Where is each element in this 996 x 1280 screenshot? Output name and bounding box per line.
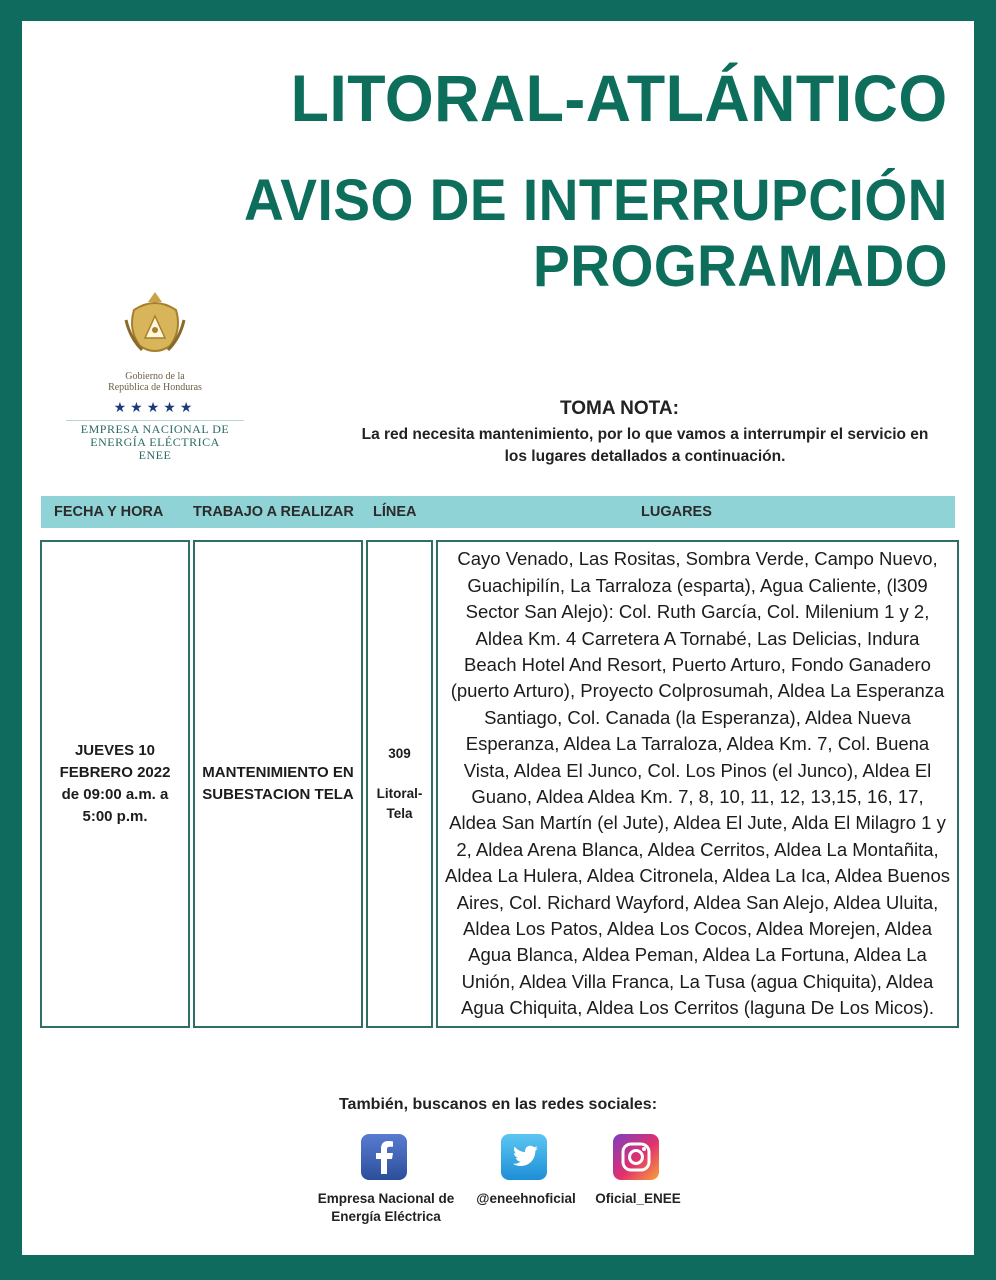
header-date: FECHA Y HORA bbox=[54, 504, 164, 520]
header-places: LUGARES bbox=[641, 504, 712, 520]
places-line: Aldea San Martín (el Jute), Aldea El Jute, Alda El Milagro 1 y bbox=[449, 812, 946, 834]
note-title: TOMA NOTA: bbox=[560, 398, 679, 419]
company-line1: EMPRESA NACIONAL DE bbox=[80, 422, 230, 436]
places-line: (puerto Arturo), Proyecto Colprosumah, Aldea La Esperanza bbox=[450, 680, 945, 702]
line-name: Litoral- bbox=[376, 786, 423, 801]
notice-title bbox=[244, 168, 948, 300]
region-title: LITORAL-ATLÁNTICO bbox=[290, 61, 948, 135]
date-line: FEBRERO 2022 bbox=[59, 764, 171, 781]
company-line2: ENERGÍA ELÉCTRICA bbox=[90, 435, 220, 449]
line-name: Tela bbox=[386, 806, 413, 821]
places-line: Aldea La Hulera, Aldea Citronela, Aldea La Ica, Aldea Buenos bbox=[445, 865, 950, 887]
twitter-icon[interactable] bbox=[501, 1134, 547, 1180]
honduras-coat-of-arms-icon bbox=[120, 290, 190, 358]
stars-icon: ★★★★★ bbox=[113, 399, 197, 415]
header-work: TRABAJO A REALIZAR bbox=[193, 504, 354, 520]
facebook-label-line1: Empresa Nacional de bbox=[317, 1191, 455, 1206]
facebook-label-line2: Energía Eléctrica bbox=[331, 1209, 441, 1224]
places-line: Agua Blanca, Aldea Peman, Aldea La Fortuna, Aldea La bbox=[468, 944, 927, 966]
work-cell bbox=[193, 540, 363, 1028]
places-line: Aires, Col. Richard Wayford, Aldea San Alejo, Aldea Uluita, bbox=[456, 891, 939, 913]
table-header bbox=[41, 496, 955, 528]
places-line: Esperanza, Aldea La Tarraloza, Aldea Km. 7, Col. Buena bbox=[465, 733, 930, 755]
government-line1: Gobierno de la bbox=[125, 371, 185, 382]
note-body bbox=[330, 424, 960, 468]
places-line: Vista, Aldea El Junco, Col. Los Pinos (el Junco), Aldea El bbox=[463, 759, 932, 781]
note-line2: los lugares detallados a continuación. bbox=[504, 448, 786, 465]
instagram-icon[interactable] bbox=[613, 1134, 659, 1180]
places-line: Aldea Los Patos, Aldea Los Cocos, Aldea Morejen, Aldea bbox=[463, 918, 932, 940]
work-line: MANTENIMIENTO EN bbox=[202, 764, 354, 781]
places-line: Sector San Alejo): Col. Ruth García, Col. Milenium 1 y 2, bbox=[465, 601, 930, 623]
date-cell bbox=[40, 540, 190, 1028]
twitter-label[interactable]: @eneehnoficial bbox=[476, 1191, 576, 1206]
government-label bbox=[40, 371, 270, 393]
notice-title-line1: AVISO DE INTERRUPCIÓN bbox=[244, 168, 948, 233]
date-line: JUEVES 10 bbox=[74, 742, 156, 759]
facebook-label[interactable] bbox=[308, 1190, 464, 1226]
places-cell bbox=[436, 540, 959, 1028]
logo-divider bbox=[66, 420, 244, 421]
places-line: Santiago, Col. Canada (la Esperanza), Aldea Nueva bbox=[484, 706, 911, 728]
social-title: También, buscanos en las redes sociales: bbox=[338, 1096, 658, 1113]
company-line3: ENEE bbox=[138, 448, 172, 462]
date-line: 5:00 p.m. bbox=[82, 808, 148, 825]
places-line: Guachipilín, La Tarraloza (esparta), Agua Caliente, (l309 bbox=[467, 574, 928, 596]
places-line: Unión, Aldea Villa Franca, La Tusa (agua Chiquita), Aldea bbox=[461, 970, 934, 992]
places-line: Beach Hotel And Resort, Puerto Arturo, Fondo Ganadero bbox=[464, 653, 931, 675]
government-line2: República de Honduras bbox=[108, 382, 202, 393]
work-line: SUBESTACION TELA bbox=[202, 786, 354, 803]
notice-title-line2: PROGRAMADO bbox=[533, 234, 948, 299]
places-line: Aldea Km. 4 Carretera A Tornabé, Las Delicias, Indura bbox=[475, 627, 920, 649]
enee-logo bbox=[40, 290, 270, 462]
places-line: Agua Chiquita, Aldea Los Cerritos (laguna De Los Micos). bbox=[460, 997, 935, 1019]
date-line: de 09:00 a.m. a bbox=[61, 786, 169, 803]
line-cell bbox=[366, 540, 433, 1028]
company-name bbox=[40, 423, 270, 462]
places-line: 2, Aldea Arena Blanca, Aldea Cerritos, Aldea La Montañita, bbox=[456, 838, 939, 860]
instagram-label[interactable]: Oficial_ENEE bbox=[595, 1191, 681, 1206]
places-line: Cayo Venado, Las Rositas, Sombra Verde, Campo Nuevo, bbox=[457, 548, 938, 570]
line-number: 309 bbox=[388, 746, 411, 761]
facebook-icon[interactable] bbox=[361, 1134, 407, 1180]
note-line1: La red necesita mantenimiento, por lo que vamos a interrumpir el servicio en bbox=[361, 426, 929, 443]
places-line: Guano, Aldea Aldea Km. 7, 8, 10, 11, 12, 13,15, 16, 17, bbox=[471, 786, 924, 807]
header-line: LÍNEA bbox=[373, 504, 417, 520]
